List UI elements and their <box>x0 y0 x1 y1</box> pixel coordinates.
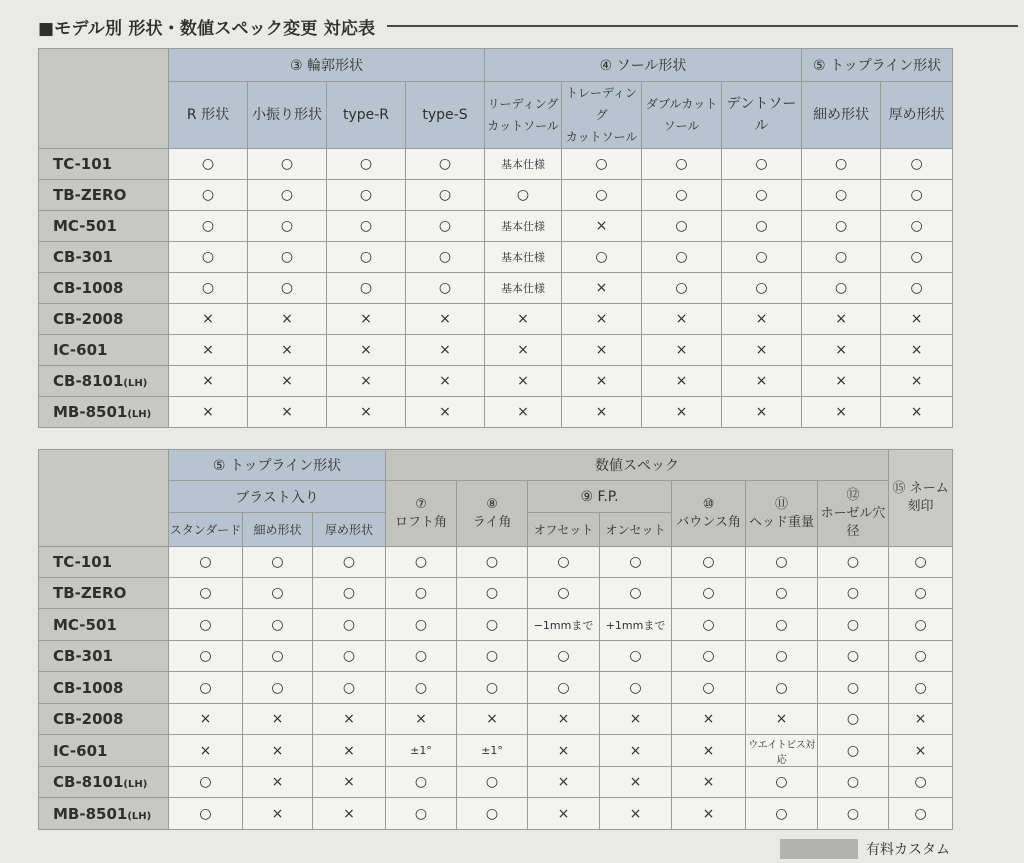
value-cell: ○ <box>243 640 313 671</box>
model-suffix: (LH) <box>127 409 152 420</box>
value-cell: ○ <box>169 149 248 180</box>
value-cell: × <box>672 798 746 830</box>
value-cell: ○ <box>248 273 327 304</box>
value-cell: × <box>889 735 953 766</box>
value-cell: × <box>248 335 327 366</box>
table-row <box>39 149 953 180</box>
model-name-cell <box>39 149 169 180</box>
value-cell: 基本仕様 <box>485 211 562 242</box>
value-cell: × <box>327 397 406 428</box>
page-title: ■モデル別 形状・数値スペック変更 対応表 <box>38 18 376 39</box>
value-cell: ○ <box>169 672 243 703</box>
value-cell: ○ <box>327 242 406 273</box>
numeric-spec-table <box>38 449 953 830</box>
model-name-cell <box>39 609 169 640</box>
value-cell: × <box>642 304 722 335</box>
table-row <box>39 335 953 366</box>
value-cell: ○ <box>889 640 953 671</box>
value-cell: ○ <box>746 546 818 577</box>
model-suffix: (LH) <box>123 378 148 389</box>
value-cell: × <box>248 304 327 335</box>
value-cell: ○ <box>889 546 953 577</box>
value-cell: × <box>243 735 313 766</box>
value-cell: × <box>485 335 562 366</box>
value-cell: × <box>802 397 881 428</box>
legend <box>780 838 950 860</box>
model-name: CB-301 <box>53 248 113 266</box>
value-cell: × <box>672 735 746 766</box>
col-hosel-bore: ⑫ ホーゼル穴径 <box>818 481 889 546</box>
value-cell: × <box>528 735 600 766</box>
column-header: トレーディング カットソール <box>562 82 642 149</box>
value-cell: ○ <box>169 640 243 671</box>
value-cell: ○ <box>642 242 722 273</box>
value-cell: ○ <box>672 546 746 577</box>
value-cell: ○ <box>562 242 642 273</box>
value-cell: × <box>406 335 485 366</box>
model-suffix: (LH) <box>123 779 148 791</box>
model-name: MC-501 <box>53 615 117 634</box>
table-row <box>39 735 953 766</box>
value-cell: × <box>313 798 386 830</box>
value-cell: × <box>485 366 562 397</box>
value-cell: ○ <box>722 180 802 211</box>
value-cell: ○ <box>818 640 889 671</box>
table-row <box>39 609 953 640</box>
group-outline-shape: ③ 輪郭形状 <box>169 49 485 82</box>
shape-spec-table <box>38 48 953 428</box>
model-name-cell <box>39 578 169 609</box>
value-cell: ○ <box>802 149 881 180</box>
model-name: TC-101 <box>53 155 113 173</box>
value-cell: −1mmまで <box>528 609 600 640</box>
table-row <box>39 211 953 242</box>
table-row <box>39 180 953 211</box>
value-cell: × <box>562 397 642 428</box>
table-row <box>39 798 953 830</box>
value-cell: ○ <box>528 640 600 671</box>
model-name: MB-8501 <box>53 804 128 823</box>
value-cell: ○ <box>243 578 313 609</box>
value-cell: ○ <box>169 180 248 211</box>
model-name-cell <box>39 273 169 304</box>
model-name-cell <box>39 735 169 766</box>
value-cell: ○ <box>600 546 672 577</box>
value-cell: ○ <box>386 640 457 671</box>
value-cell: ○ <box>746 578 818 609</box>
value-cell: × <box>169 335 248 366</box>
value-cell: ○ <box>802 211 881 242</box>
column-header: 厚め形状 <box>881 82 953 149</box>
value-cell: × <box>313 735 386 766</box>
value-cell: ○ <box>313 609 386 640</box>
value-cell: ○ <box>406 211 485 242</box>
value-cell: × <box>889 703 953 734</box>
column-header: 小振り形状 <box>248 82 327 149</box>
subgroup-blast: ブラスト入り <box>169 481 386 512</box>
value-cell: ○ <box>889 672 953 703</box>
value-cell: × <box>881 335 953 366</box>
value-cell: ○ <box>802 180 881 211</box>
value-cell: ○ <box>642 149 722 180</box>
model-name: TB-ZERO <box>53 584 127 603</box>
legend-swatch <box>780 839 858 859</box>
value-cell: × <box>406 304 485 335</box>
value-cell: ○ <box>881 149 953 180</box>
value-cell: ○ <box>802 273 881 304</box>
value-cell: ○ <box>169 766 243 797</box>
model-name-cell <box>39 640 169 671</box>
table-row <box>39 672 953 703</box>
value-cell: ○ <box>562 180 642 211</box>
value-cell: ○ <box>248 242 327 273</box>
value-cell: × <box>406 366 485 397</box>
value-cell: × <box>243 766 313 797</box>
value-cell: +1mmまで <box>600 609 672 640</box>
model-name: TB-ZERO <box>53 186 127 204</box>
value-cell: 基本仕様 <box>485 149 562 180</box>
model-name: CB-8101 <box>53 773 124 792</box>
value-cell: ○ <box>889 766 953 797</box>
value-cell: ○ <box>457 609 528 640</box>
column-header: 細め形状 <box>802 82 881 149</box>
value-cell: × <box>600 735 672 766</box>
legend-label: 有料カスタム <box>866 842 950 858</box>
value-cell: ○ <box>881 273 953 304</box>
title-rule <box>387 25 1018 27</box>
value-cell: ○ <box>313 672 386 703</box>
value-cell: ○ <box>243 546 313 577</box>
model-name: CB-301 <box>53 647 113 666</box>
value-cell: ○ <box>386 766 457 797</box>
value-cell: ○ <box>672 640 746 671</box>
value-cell: ○ <box>642 180 722 211</box>
value-cell: ○ <box>243 672 313 703</box>
model-name-cell <box>39 304 169 335</box>
value-cell: × <box>562 335 642 366</box>
value-cell: × <box>406 397 485 428</box>
value-cell: × <box>327 304 406 335</box>
table-row <box>39 578 953 609</box>
table-row <box>39 640 953 671</box>
table-row <box>39 546 953 577</box>
model-name-cell <box>39 180 169 211</box>
value-cell: ○ <box>818 703 889 734</box>
value-cell: ○ <box>818 735 889 766</box>
value-cell: ○ <box>746 672 818 703</box>
value-cell: ○ <box>722 273 802 304</box>
value-cell: × <box>672 703 746 734</box>
value-cell: ○ <box>406 180 485 211</box>
value-cell: × <box>313 703 386 734</box>
value-cell: × <box>642 397 722 428</box>
value-cell: ○ <box>169 798 243 830</box>
group-numeric-spec: 数値スペック <box>386 450 889 481</box>
value-cell: ○ <box>169 273 248 304</box>
value-cell: ウエイトビス対応 <box>746 735 818 766</box>
column-header: type-R <box>327 82 406 149</box>
column-header: R 形状 <box>169 82 248 149</box>
model-name-cell <box>39 703 169 734</box>
value-cell: ○ <box>746 640 818 671</box>
value-cell: ○ <box>746 766 818 797</box>
group-sole-shape: ④ ソール形状 <box>485 49 802 82</box>
value-cell: × <box>169 304 248 335</box>
value-cell: ○ <box>818 766 889 797</box>
value-cell: × <box>672 766 746 797</box>
value-cell: × <box>802 304 881 335</box>
value-cell: × <box>802 335 881 366</box>
value-cell: ○ <box>672 672 746 703</box>
value-cell: ○ <box>528 578 600 609</box>
value-cell: ○ <box>327 211 406 242</box>
model-name: CB-8101 <box>53 372 124 390</box>
model-name: CB-2008 <box>53 710 124 729</box>
value-cell: ○ <box>169 546 243 577</box>
value-cell: ○ <box>169 211 248 242</box>
table-row <box>39 304 953 335</box>
value-cell: 基本仕様 <box>485 273 562 304</box>
table-row <box>39 242 953 273</box>
value-cell: ○ <box>243 609 313 640</box>
value-cell: ○ <box>327 273 406 304</box>
value-cell: ○ <box>386 672 457 703</box>
value-cell: × <box>600 766 672 797</box>
table-row <box>39 273 953 304</box>
model-name-cell <box>39 672 169 703</box>
value-cell: × <box>562 211 642 242</box>
value-cell: × <box>528 703 600 734</box>
value-cell: ○ <box>881 242 953 273</box>
value-cell: ○ <box>642 273 722 304</box>
value-cell: × <box>722 366 802 397</box>
value-cell: × <box>881 397 953 428</box>
value-cell: ○ <box>386 578 457 609</box>
value-cell: × <box>802 366 881 397</box>
corner-cell <box>39 49 169 149</box>
value-cell: ○ <box>169 609 243 640</box>
value-cell: × <box>169 703 243 734</box>
model-name: MC-501 <box>53 217 117 235</box>
value-cell: ○ <box>672 578 746 609</box>
value-cell: ○ <box>672 609 746 640</box>
value-cell: × <box>248 397 327 428</box>
model-name-cell <box>39 211 169 242</box>
value-cell: ○ <box>600 640 672 671</box>
value-cell: ○ <box>327 149 406 180</box>
col-standard: スタンダード <box>169 512 243 546</box>
value-cell: ○ <box>889 609 953 640</box>
value-cell: 基本仕様 <box>485 242 562 273</box>
value-cell: × <box>248 366 327 397</box>
value-cell: ○ <box>457 766 528 797</box>
col-bounce-angle: ⑩ バウンス角 <box>672 481 746 546</box>
corner-cell <box>39 450 169 547</box>
model-suffix: (LH) <box>127 810 152 822</box>
value-cell: ○ <box>457 578 528 609</box>
value-cell: × <box>722 304 802 335</box>
value-cell: ○ <box>248 149 327 180</box>
value-cell: × <box>313 766 386 797</box>
value-cell: ○ <box>485 180 562 211</box>
model-name-cell <box>39 798 169 830</box>
page-heading <box>38 10 1018 42</box>
value-cell: × <box>386 703 457 734</box>
value-cell: ○ <box>313 640 386 671</box>
value-cell: × <box>642 335 722 366</box>
value-cell: ○ <box>406 273 485 304</box>
value-cell: ○ <box>457 672 528 703</box>
col-onset: オンセット <box>600 512 672 546</box>
value-cell: ○ <box>881 211 953 242</box>
model-name-cell <box>39 766 169 797</box>
model-name-cell <box>39 397 169 428</box>
model-name-cell <box>39 335 169 366</box>
value-cell: × <box>327 366 406 397</box>
value-cell: ○ <box>386 546 457 577</box>
value-cell: ○ <box>457 798 528 830</box>
value-cell: × <box>485 304 562 335</box>
value-cell: × <box>562 273 642 304</box>
value-cell: ○ <box>722 211 802 242</box>
value-cell: ○ <box>600 672 672 703</box>
value-cell: ○ <box>169 578 243 609</box>
value-cell: ○ <box>746 798 818 830</box>
value-cell: ○ <box>248 211 327 242</box>
column-header: ダブルカット ソール <box>642 82 722 149</box>
value-cell: × <box>600 703 672 734</box>
table-row <box>39 366 953 397</box>
value-cell: × <box>881 366 953 397</box>
value-cell: ±1° <box>386 735 457 766</box>
col-offset: オフセット <box>528 512 600 546</box>
value-cell: × <box>243 798 313 830</box>
value-cell: ○ <box>457 546 528 577</box>
value-cell: × <box>562 366 642 397</box>
model-name-cell <box>39 242 169 273</box>
table-row <box>39 766 953 797</box>
value-cell: ○ <box>562 149 642 180</box>
model-name: MB-8501 <box>53 403 128 421</box>
value-cell: ○ <box>600 578 672 609</box>
value-cell: × <box>528 766 600 797</box>
value-cell: ±1° <box>457 735 528 766</box>
value-cell: ○ <box>802 242 881 273</box>
value-cell: × <box>881 304 953 335</box>
group-fp: ⑨ F.P. <box>528 481 672 512</box>
model-name: IC-601 <box>53 741 108 760</box>
value-cell: × <box>169 397 248 428</box>
value-cell: ○ <box>313 578 386 609</box>
group-topline-shape: ⑤ トップライン形状 <box>169 450 386 481</box>
value-cell: ○ <box>818 609 889 640</box>
value-cell: ○ <box>818 798 889 830</box>
value-cell: ○ <box>818 672 889 703</box>
value-cell: ○ <box>528 672 600 703</box>
table-row <box>39 703 953 734</box>
value-cell: × <box>243 703 313 734</box>
column-header: リーディング カットソール <box>485 82 562 149</box>
value-cell: × <box>528 798 600 830</box>
model-name: IC-601 <box>53 341 108 359</box>
value-cell: ○ <box>313 546 386 577</box>
col-loft-angle: ⑦ ロフト角 <box>386 481 457 546</box>
value-cell: ○ <box>406 149 485 180</box>
value-cell: ○ <box>169 242 248 273</box>
value-cell: × <box>722 397 802 428</box>
column-header: デントソール <box>722 82 802 149</box>
value-cell: ○ <box>818 578 889 609</box>
model-name: CB-1008 <box>53 279 124 297</box>
value-cell: × <box>169 366 248 397</box>
value-cell: ○ <box>248 180 327 211</box>
value-cell: × <box>485 397 562 428</box>
value-cell: ○ <box>889 798 953 830</box>
value-cell: ○ <box>818 546 889 577</box>
value-cell: ○ <box>722 242 802 273</box>
value-cell: ○ <box>881 180 953 211</box>
col-head-weight: ⑪ ヘッド重量 <box>746 481 818 546</box>
value-cell: ○ <box>386 798 457 830</box>
col-thick-shape: 厚め形状 <box>313 512 386 546</box>
model-name-cell <box>39 366 169 397</box>
col-lie-angle: ⑧ ライ角 <box>457 481 528 546</box>
value-cell: × <box>327 335 406 366</box>
value-cell: ○ <box>722 149 802 180</box>
model-name-cell <box>39 546 169 577</box>
value-cell: ○ <box>642 211 722 242</box>
value-cell: ○ <box>889 578 953 609</box>
model-name: TC-101 <box>53 552 113 571</box>
value-cell: × <box>600 798 672 830</box>
table-row <box>39 397 953 428</box>
value-cell: × <box>746 703 818 734</box>
value-cell: × <box>457 703 528 734</box>
value-cell: × <box>169 735 243 766</box>
value-cell: ○ <box>386 609 457 640</box>
group-topline-shape: ⑤ トップライン形状 <box>802 49 953 82</box>
value-cell: × <box>722 335 802 366</box>
value-cell: ○ <box>457 640 528 671</box>
value-cell: ○ <box>746 609 818 640</box>
value-cell: × <box>562 304 642 335</box>
col-thin-shape: 細め形状 <box>243 512 313 546</box>
value-cell: ○ <box>406 242 485 273</box>
model-name: CB-2008 <box>53 310 124 328</box>
value-cell: ○ <box>528 546 600 577</box>
col-name-engraving: ⑮ ネーム 刻印 <box>889 450 953 547</box>
column-header: type-S <box>406 82 485 149</box>
value-cell: ○ <box>327 180 406 211</box>
value-cell: × <box>642 366 722 397</box>
model-name: CB-1008 <box>53 678 124 697</box>
